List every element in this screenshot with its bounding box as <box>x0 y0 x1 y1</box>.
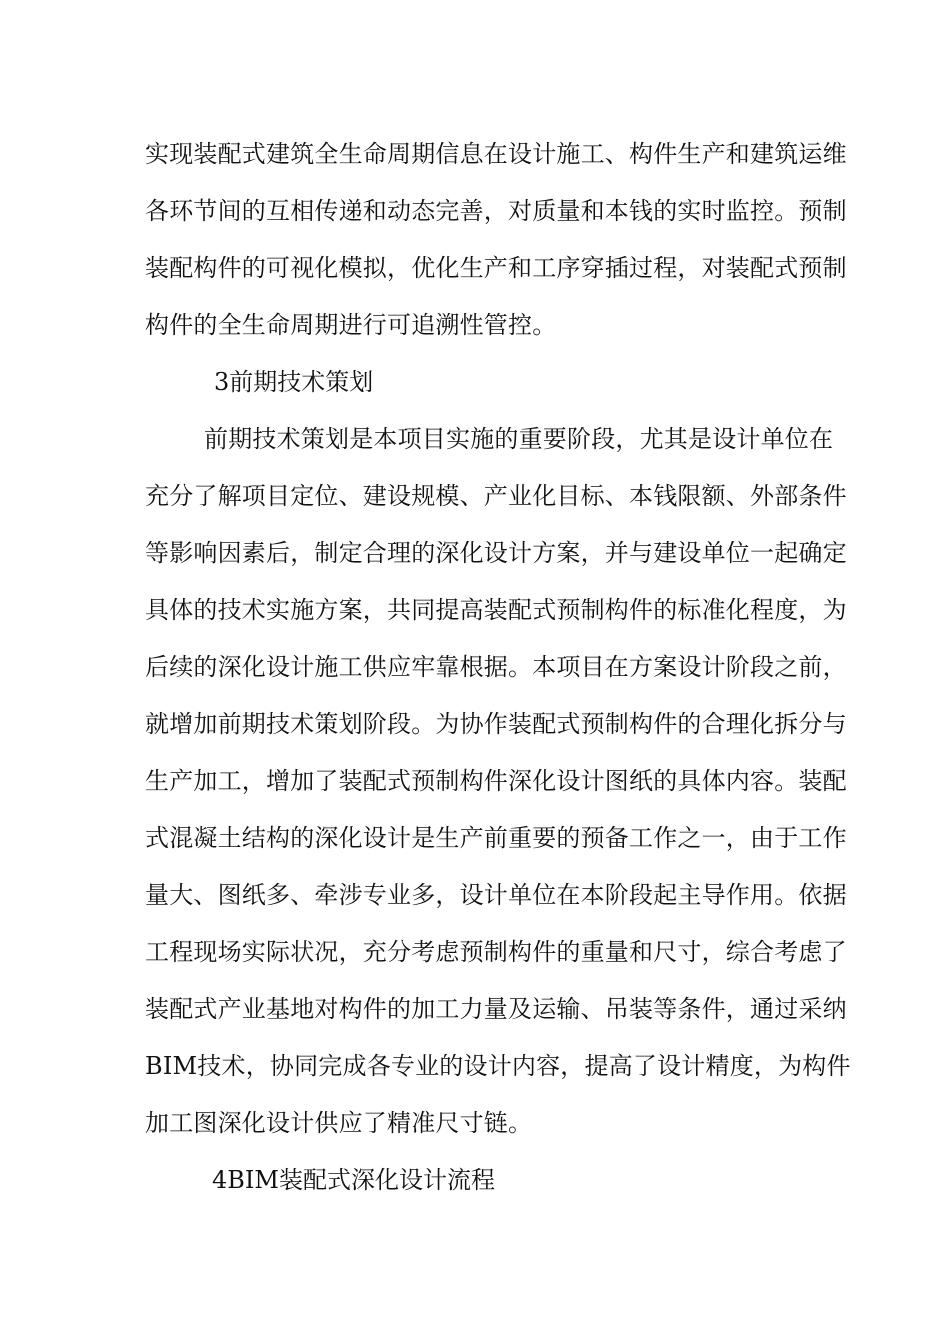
paragraph-line: 实现装配式建筑全生命周期信息在设计施工、构件生产和建筑运维 <box>145 140 847 168</box>
paragraph-line: 就增加前期技术策划阶段。为协作装配式预制构件的合理化拆分与 <box>145 710 847 738</box>
paragraph-line: 充分了解项目定位、建设规模、产业化目标、本钱限额、外部条件 <box>145 482 847 510</box>
paragraph-line-text: 前期技术策划是本项目实施的重要阶段，尤其是设计单位在 <box>204 425 834 453</box>
paragraph-line: 后续的深化设计施工供应牢靠根据。本项目在方案设计阶段之前， <box>145 653 847 681</box>
paragraph-line: BIM技术，协同完成各专业的设计内容，提高了设计精度，为构件 <box>145 1052 851 1080</box>
paragraph-line: 具体的技术实施方案，共同提高装配式预制构件的标准化程度，为 <box>145 596 847 624</box>
paragraph-line: 加工图深化设计供应了精准尺寸链。 <box>145 1109 533 1137</box>
paragraph-line <box>204 423 834 455</box>
paragraph-line: 装配构件的可视化模拟，优化生产和工序穿插过程，对装配式预制 <box>145 254 847 282</box>
paragraph-line: 量大、图纸多、牵涉专业多，设计单位在本阶段起主导作用。依据 <box>145 881 847 909</box>
section-heading: 3前期技术策划 <box>214 368 374 396</box>
section-heading: 4BIM装配式深化设计流程 <box>212 1166 495 1194</box>
paragraph-line: 工程现场实际状况，充分考虑预制构件的重量和尺寸，综合考虑了 <box>145 938 847 966</box>
paragraph-line: 构件的全生命周期进行可追溯性管控。 <box>145 311 557 339</box>
paragraph-line: 装配式产业基地对构件的加工力量及运输、吊装等条件，通过采纳 <box>145 995 847 1023</box>
paragraph-line: 等影响因素后，制定合理的深化设计方案，并与建设单位一起确定 <box>145 539 847 567</box>
paragraph-line: 各环节间的互相传递和动态完善，对质量和本钱的实时监控。预制 <box>145 197 847 225</box>
paragraph-line: 生产加工，增加了装配式预制构件深化设计图纸的具体内容。装配 <box>145 767 847 795</box>
paragraph-line: 式混凝土结构的深化设计是生产前重要的预备工作之一，由于工作 <box>145 824 847 852</box>
